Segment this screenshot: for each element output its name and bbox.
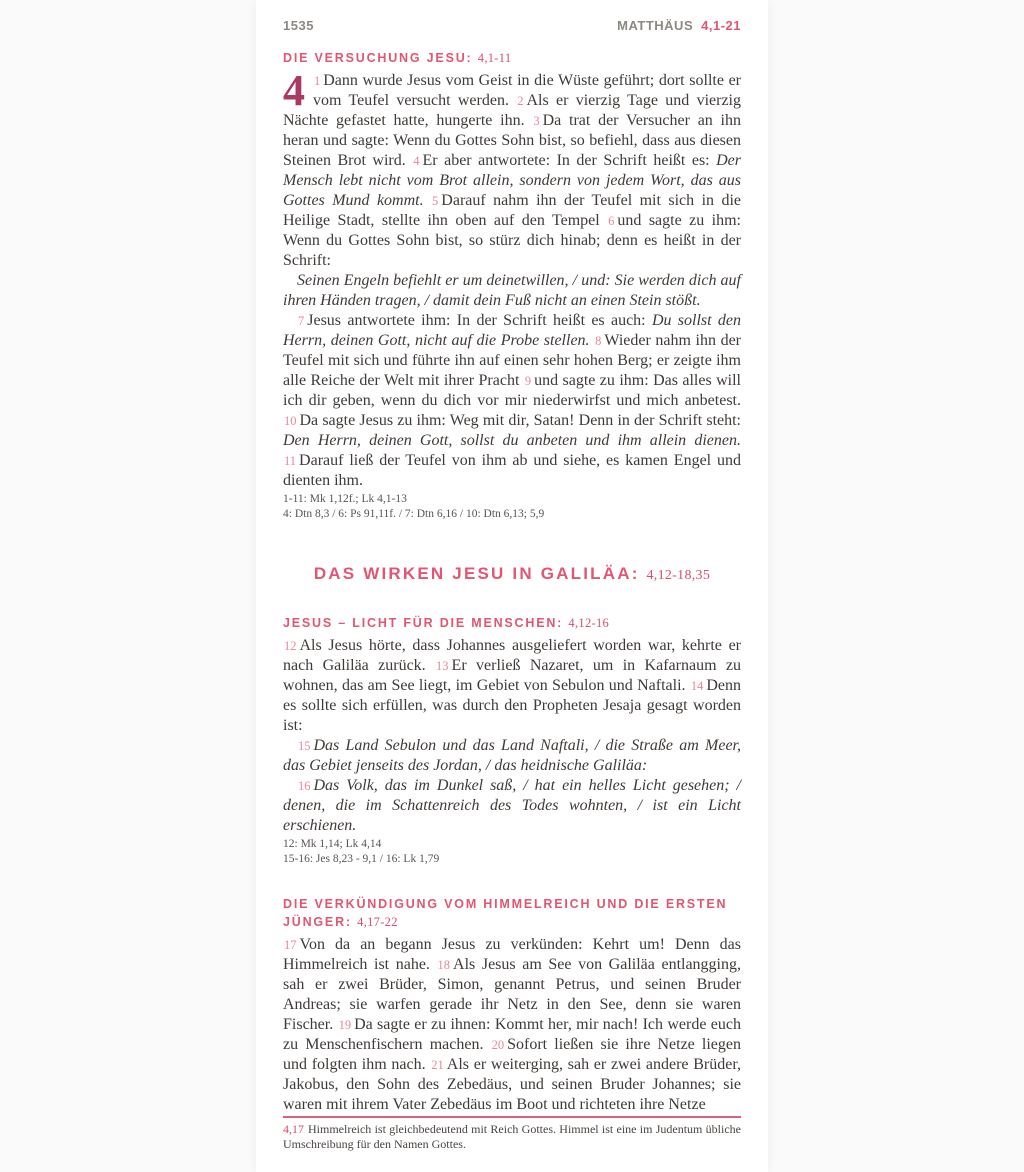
verse-number: 4 (413, 154, 420, 168)
verse-number: 6 (608, 214, 615, 228)
scripture-quote-sebulon (283, 736, 741, 776)
footnote-text: Himmelreich ist gleichbedeutend mit Reich Gottes. Himmel ist eine im Judentum übliche Umschreibung für den Namen Gottes. (283, 1122, 741, 1151)
verse-number: 16 (298, 779, 311, 793)
verse-number: 21 (431, 1058, 444, 1072)
paragraph-verses-7-11 (283, 311, 741, 491)
text-segment: Darauf ließ der Teufel von ihm ab und siehe, es kamen Engel und dienten ihm. (283, 452, 741, 489)
section-heading-proclamation (283, 895, 741, 931)
main-heading-ref: 4,12-18,35 (646, 568, 711, 583)
text-segment: Er verließ Nazaret, um in Kafarnaum zu wohnen, das am See liegt, im Gebiet von Sebulon und Naftali. (283, 657, 741, 694)
section-heading-label: DIE VERKÜNDIGUNG VOM HIMMELREICH UND DIE ERSTEN JÜNGER: (283, 897, 728, 929)
chapter-dropcap: 4 (283, 66, 305, 115)
section-heading-ref: 4,17-22 (357, 915, 398, 929)
main-heading-label: DAS WIRKEN JESU IN GALILÄA: (313, 564, 640, 583)
verse-number: 10 (284, 414, 297, 428)
bottom-footnote-block (283, 1116, 741, 1152)
running-head (283, 18, 741, 33)
text-segment: Sofort ließen sie ihre Netze liegen und folgten ihm nach. (283, 1036, 742, 1073)
section-heading-ref: 4,12-16 (568, 616, 610, 630)
verse-number: 15 (298, 739, 311, 753)
verse-number: 8 (595, 334, 602, 348)
text-segment: Da sagte Jesus zu ihm: Weg mit dir, Satan! Denn in der Schrift steht: (299, 412, 741, 429)
verse-number: 3 (533, 114, 540, 128)
cross-reference-line: 1-11: Mk 1,12f.; Lk 4,1-13 (283, 493, 407, 505)
text-segment: Seinen Engeln befiehlt er um deinetwillen, / und: Sie werden dich auf ihren Händen tragen, / damit dein Fuß nicht an einen Stein stößt. (283, 272, 741, 309)
verse-text (283, 66, 742, 269)
footnote-rule (283, 1116, 741, 1118)
verse-number: 19 (338, 1018, 352, 1032)
text-segment: Als er vierzig Tage und vierzig Nächte gefastet hatte, hungerte ihn. (283, 92, 741, 129)
verse-number: 20 (491, 1038, 505, 1052)
verse-number: 12 (284, 639, 297, 653)
section-heading-light (283, 614, 741, 632)
cross-reference-line: 4: Dtn 8,3 / 6: Ps 91,11f. / 7: Dtn 6,16 / 10: Dtn 6,13; 5,9 (283, 508, 545, 520)
verse-number: 5 (432, 194, 439, 208)
footnote-ref: 4,17 (283, 1122, 304, 1136)
text-segment: Da trat der Versucher an ihn heran und sagte: Wenn du Gottes Sohn bist, so befiehl, dass aus diesen Steinen Brot wird. (283, 112, 741, 169)
main-heading-galilee (283, 564, 741, 584)
section-spacer (283, 867, 741, 895)
paragraph-verses-12-14 (283, 636, 741, 736)
text-segment: Da sagte er zu ihnen: Kommt her, mir nach! Ich werde euch zu Menschenfischern machen. (283, 1016, 742, 1053)
text-segment: Von da an begann Jesus zu verkünden: Kehrt um! Denn das Himmelreich ist nahe. (283, 936, 741, 973)
text-segment: Darauf nahm ihn der Teufel mit sich in die Heilige Stadt, stellte ihn oben auf den Tempel (283, 192, 741, 229)
text-segment: Der Mensch lebt nicht vom Brot allein, sondern von jedem Wort, das aus Gottes Mund kommt. (283, 152, 742, 209)
section-heading-label: JESUS – LICHT FÜR DIE MENSCHEN: (283, 616, 564, 630)
scripture-quote-angels (283, 271, 741, 311)
verse-number: 18 (437, 958, 451, 972)
page-number: 1535 (283, 18, 314, 33)
text-segment: Du sollst den Herrn, deinen Gott, nicht auf die Probe stellen. (283, 312, 741, 349)
verse-number: 9 (524, 374, 532, 388)
text-segment: Das Land Sebulon und das Land Naftali, / die Straße am Meer, das Gebiet jenseits des Jordan, / das heidnische Galiläa: (283, 737, 741, 774)
text-segment: und sagte zu ihm: Wenn du Gottes Sohn bist, so stürz dich hinab; denn es heißt in der Schrift: (283, 212, 742, 269)
running-head-right (617, 18, 741, 33)
section-heading-temptation (283, 49, 741, 67)
scripture-quote-volk (283, 776, 741, 836)
text-segment: Dann wurde Jesus vom Geist in die Wüste geführt; dort sollte er vom Teufel versucht werden. (313, 72, 741, 109)
section-heading-label: DIE VERSUCHUNG JESU: (283, 51, 473, 65)
verse-number: 1 (314, 74, 321, 88)
text-segment: Als er weiterging, sah er zwei andere Brüder, Jakobus, den Sohn des Zebedäus, und seinen Bruder Johannes; sie waren mit ihrem Vater Zebedäus im Boot und richteten ihre Netze (283, 1056, 741, 1113)
bottom-footnote (283, 1122, 741, 1152)
verse-number: 13 (436, 659, 449, 673)
paragraph-verses-1-6 (283, 66, 742, 271)
verse-number: 7 (298, 314, 305, 328)
cross-reference-line: 12: Mk 1,14; Lk 4,14 (283, 838, 382, 850)
running-head-ref: 4,1-21 (701, 18, 741, 33)
section-heading-ref: 4,1-11 (477, 51, 512, 65)
text-segment: und sagte zu ihm: Das alles will ich dir geben, wenn du dich vor mir niederwirfst und mich anbetest. (283, 372, 742, 409)
cross-references-temptation (283, 492, 741, 522)
running-head-book: MATTHÄUS (617, 18, 694, 33)
cross-reference-line: 15-16: Jes 8,23 - 9,1 / 16: Lk 1,79 (283, 853, 440, 865)
verse-number: 11 (284, 454, 297, 468)
text-segment: Denn es sollte sich erfüllen, was durch den Propheten Jesaja gesagt worden ist: (283, 677, 741, 734)
text-segment: Wieder nahm ihn der Teufel mit sich und führte ihn auf einen sehr hohen Berg; er zeigte ihm alle Reiche der Welt mit ihrer Pracht (283, 332, 742, 389)
text-segment: Als Jesus am See von Galiläa entlangging, sah er zwei Brüder, Simon, genannt Petrus, und seinen Bruder Andreas; sie warfen gerade ihr Netz in den See, denn sie waren Fischer. (283, 956, 742, 1033)
text-segment: Er aber antwortete: In der Schrift heißt es: (422, 152, 717, 169)
text-segment: Den Herrn, deinen Gott, sollst du anbeten und ihm allein dienen. (283, 432, 741, 449)
bible-page (256, 0, 768, 1172)
text-segment: Das Volk, das im Dunkel saß, / hat ein helles Licht gesehen; / denen, die im Schattenreich des Todes wohnten, / ist ein Licht erschienen. (283, 777, 741, 834)
verse-number: 2 (517, 94, 524, 108)
paragraph-verses-17-21 (283, 935, 741, 1115)
cross-references-light (283, 837, 741, 867)
verse-number: 17 (284, 938, 297, 952)
verse-number: 14 (690, 679, 704, 693)
text-segment: Als Jesus hörte, dass Johannes ausgeliefert worden war, kehrte er nach Galiläa zurück. (283, 637, 741, 674)
text-segment: Jesus antwortete ihm: In der Schrift heißt es auch: (307, 312, 652, 329)
